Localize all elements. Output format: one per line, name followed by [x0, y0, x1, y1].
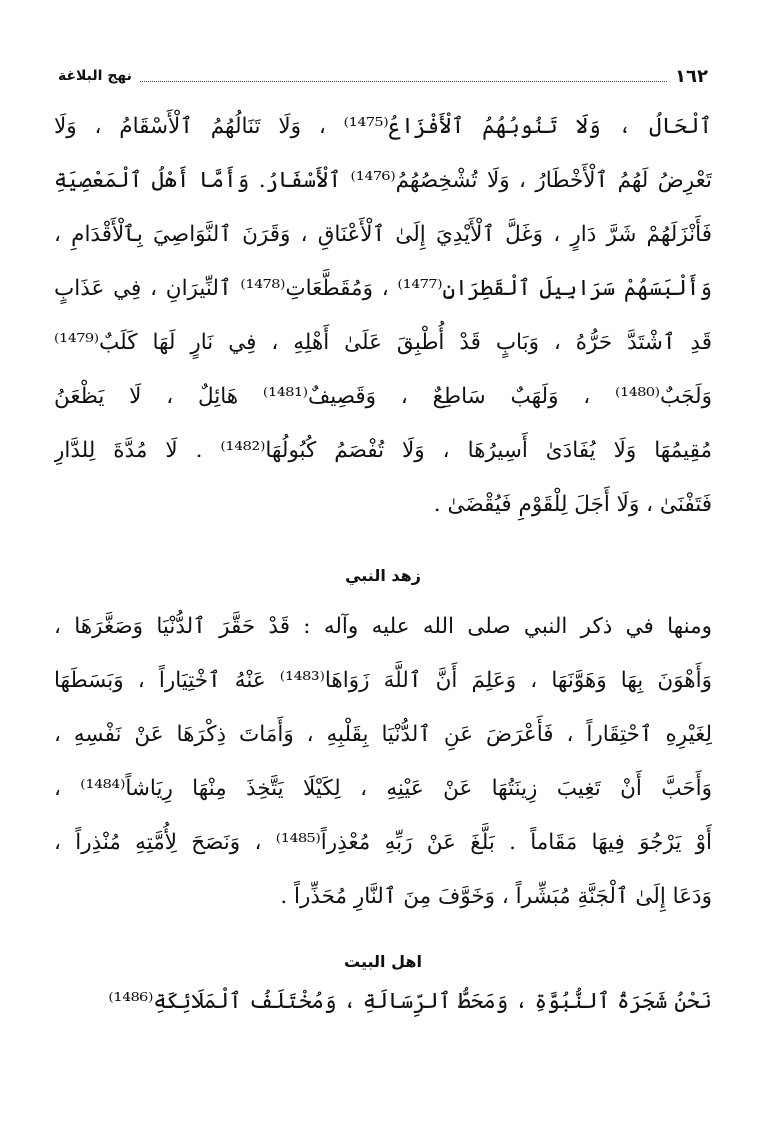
text-line: لِغَيْرِهِ ٱحْتِقَاراً ، فَأَعْرَضَ عَنِ ٱلدُّنْيَا بِقَلْبِهِ ، وَأَمَاتَ ذِكْرَهَا عَنْ نَفْسِهِ ،	[54, 722, 712, 747]
text-line: ٱلْحَالُ ، وَلَا تَنُوبُهُمُ ٱلْأَفْزَاعُ⁽¹⁴⁷⁵⁾ ، وَلَا تَنَالُهُمُ ٱلْأَسْقَامُ ، وَلَا	[54, 114, 712, 139]
page-number: ١٦٢	[675, 65, 708, 87]
text-line: تَعْرِضُ لَهُمُ ٱلْأَخْطَارُ ، وَلَا تُشْخِصُهُمُ⁽¹⁴⁷⁶⁾ ٱلْأَسْفَارُ. وَأَمَّا أَهْلُ ٱلْمَعْصِيَةِ	[54, 168, 712, 193]
text-line: فَتَفْنَىٰ ، وَلَا أَجَلَ لِلْقَوْمِ فَيُقْضَىٰ .	[433, 492, 712, 517]
text-line: وَدَعَا إِلَىٰ ٱلْجَنَّةِ مُبَشِّراً ، وَخَوَّفَ مِنَ ٱلنَّارِ مُحَذِّراً .	[280, 884, 712, 909]
section-heading: اهل البيت	[344, 952, 422, 971]
text-line: ومنها في ذكر النبي صلى الله عليه وآله : قَدْ حَقَّرَ ٱلدُّنْيَا وَصَغَّرَهَا ،	[54, 614, 712, 639]
header-dotted-rule	[140, 71, 667, 82]
text-line: قَدِ ٱشْتَدَّ حَرُّهُ ، وَبَابٍ قَدْ أُطْبِقَ عَلَىٰ أَهْلِهِ ، فِي نَارٍ لَهَا كَلَبٌ⁽¹⁴⁷⁹⁾	[54, 330, 712, 355]
section-heading: زهد النبي	[345, 566, 421, 585]
text-line: وَأَهْوَنَ بِهَا وَهَوَّنَهَا ، وَعَلِمَ أَنَّ ٱللَّهَ زَوَاهَا⁽¹⁴⁸³⁾ عَنْهُ ٱخْتِيَاراً ، وَبَسَطَهَا	[54, 668, 712, 693]
running-title: نهج البلاغة	[58, 68, 132, 84]
text-line: نَحْنُ شَجَرَةُ ٱلنُّبُوَّةِ ، وَمَحَطُّ ٱلرِّسَالَةِ ، وَمُخْتَلَفُ ٱلْمَلَائِكَةِ⁽¹⁴⁸⁶⁾	[108, 989, 712, 1014]
text-line: وَأَحَبَّ أَنْ تَغِيبَ زِينَتُهَا عَنْ عَيْنِهِ ، لِكَيْلَا يَتَّخِذَ مِنْهَا رِيَاشاً⁽¹⁴⁸⁴⁾ ،	[54, 776, 712, 801]
page-header	[58, 62, 708, 90]
text-line: مُقِيمُهَا وَلَا يُفَادَىٰ أَسِيرُهَا ، وَلَا تُفْصَمُ كُبُولُهَا⁽¹⁴⁸²⁾ . لَا مُدَّةَ لِلدَّارِ	[54, 438, 712, 463]
paragraph-ahl-al-bayt	[54, 975, 712, 1029]
text-line: وَلَجَبٌ⁽¹⁴⁸⁰⁾ ، وَلَهَبٌ سَاطِعٌ ، وَقَصِيفٌ⁽¹⁴⁸¹⁾ هَائِلٌ ، لَا يَظْعَنُ	[54, 384, 712, 409]
text-line: وَأَلْبَسَهُمْ سَرَابِيلَ ٱلْقَطِرَانِ⁽¹⁴⁷⁷⁾ ، وَمُقَطَّعَاتِ⁽¹⁴⁷⁸⁾ ٱلنِّيرَانِ ، فِي عَذَابٍ	[54, 276, 712, 301]
paragraph-hell-description	[54, 100, 712, 532]
text-line: أَوْ يَرْجُوَ فِيهَا مَقَاماً . بَلَّغَ عَنْ رَبِّهِ مُعْذِراً⁽¹⁴⁸⁵⁾ ، وَنَصَحَ لِأُمَّتِهِ مُنْذِراً ،	[54, 830, 712, 855]
paragraph-prophet-asceticism	[54, 600, 712, 924]
text-line: فَأَنْزَلَهُمْ شَرَّ دَارٍ ، وَغَلَّ ٱلْأَيْدِيَ إِلَىٰ ٱلْأَعْنَاقِ ، وَقَرَنَ ٱلنَّوَاصِيَ بِٱلْأَقْدَامِ ،	[54, 222, 712, 247]
